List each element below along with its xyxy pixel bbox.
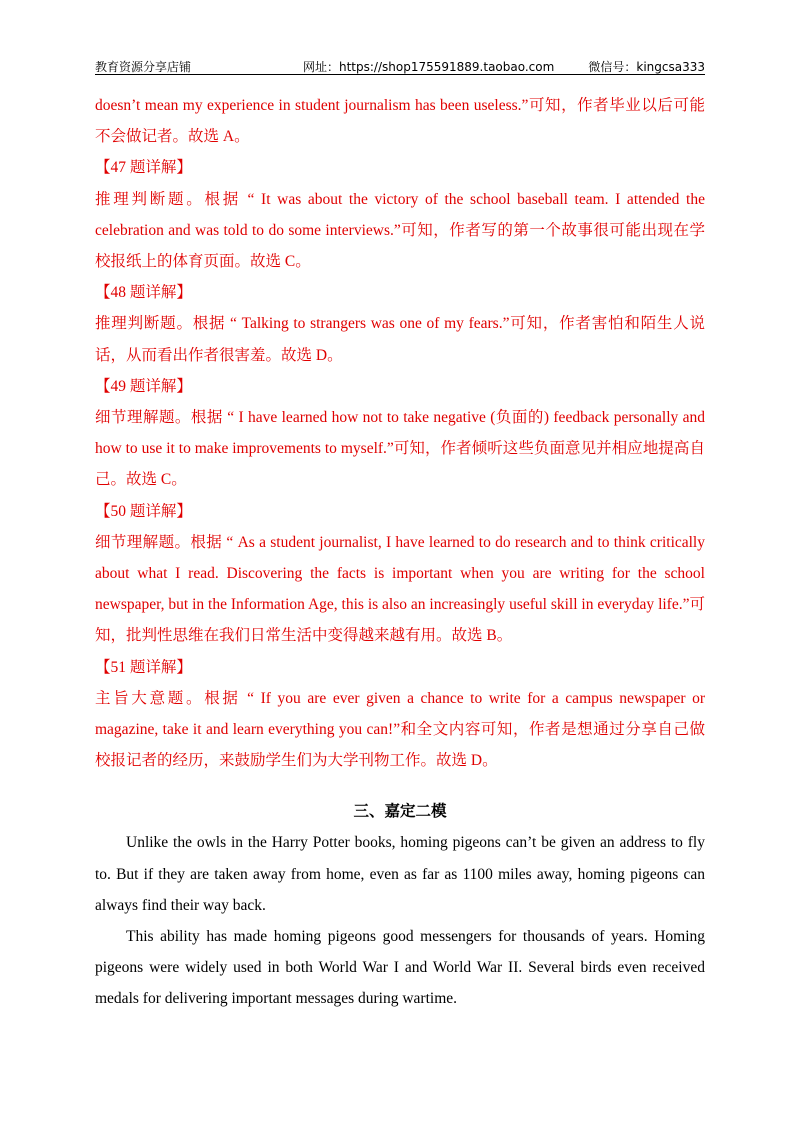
section-title: 三、嘉定二模 [353,802,447,821]
question-47-label: 【47 题详解】 [95,159,192,177]
header-shop-name: 教育资源分享店铺 [95,60,192,74]
question-49-label: 【49 题详解】 [95,377,192,395]
page-content [95,90,705,1015]
header-wechat: 微信号：kingcsa333 [588,60,705,74]
question-50-explanation: 细节理解题。根据 “ As a student journalist, I have learned to do research and to think critically about what I read. Discovering the facts is important when you are writing for the school newspaper, but in the Information Age, this is also an increasingly useful skill in everyday life.”可知，批判性思维在我们日常生活中变得越来越有用。故选 B。 [95,533,705,645]
question-51-label: 【51 题详解】 [95,658,192,676]
passage-paragraph-1: Unlike the owls in the Harry Potter books, homing pigeons can’t be given an address to fly to. But if they are taken away from home, even as far as 1100 miles away, homing pigeons can always find their way back. [95,834,705,914]
question-51-explanation: 主旨大意题。根据 “ If you are ever given a chance to write for a campus newspaper or magazine, take it and learn everything you can!”和全文内容可知，作者是想通过分享自己做校报记者的经历，来鼓励学生们为大学刊物工作。故选 D。 [95,689,705,770]
question-48-label: 【48 题详解】 [95,284,192,302]
passage-paragraph-2: This ability has made homing pigeons good messengers for thousands of years. Homing pigeons were widely used in both World War I and World War II. Several birds even received medals for delivering important messages during wartime. [95,928,705,1008]
question-49-explanation: 细节理解题。根据 “ I have learned how not to take negative (负面的) feedback personally and how to use it to make improvements to myself.”可知，作者倾听这些负面意见并相应地提高自己。故选 C。 [95,409,705,489]
question-47-explanation: 推理判断题。根据 “ It was about the victory of the school baseball team. I attended the celebration and was told to do some interviews.”可知，作者写的第一个故事很可能出现在学校报纸上的体育页面。故选 C。 [95,190,705,271]
question-48-explanation: 推理判断题。根据 “ Talking to strangers was one of my fears.”可知，作者害怕和陌生人说话，从而看出作者很害羞。故选 D。 [95,315,705,364]
header-website: 网址：https://shop175591889.taobao.com [303,60,555,74]
answer-46-continuation: doesn’t mean my experience in student journalism has been useless.”可知，作者毕业以后可能不会做记者。故选 A。 [95,97,705,146]
page-header [95,56,705,75]
question-50-label: 【50 题详解】 [95,502,192,520]
